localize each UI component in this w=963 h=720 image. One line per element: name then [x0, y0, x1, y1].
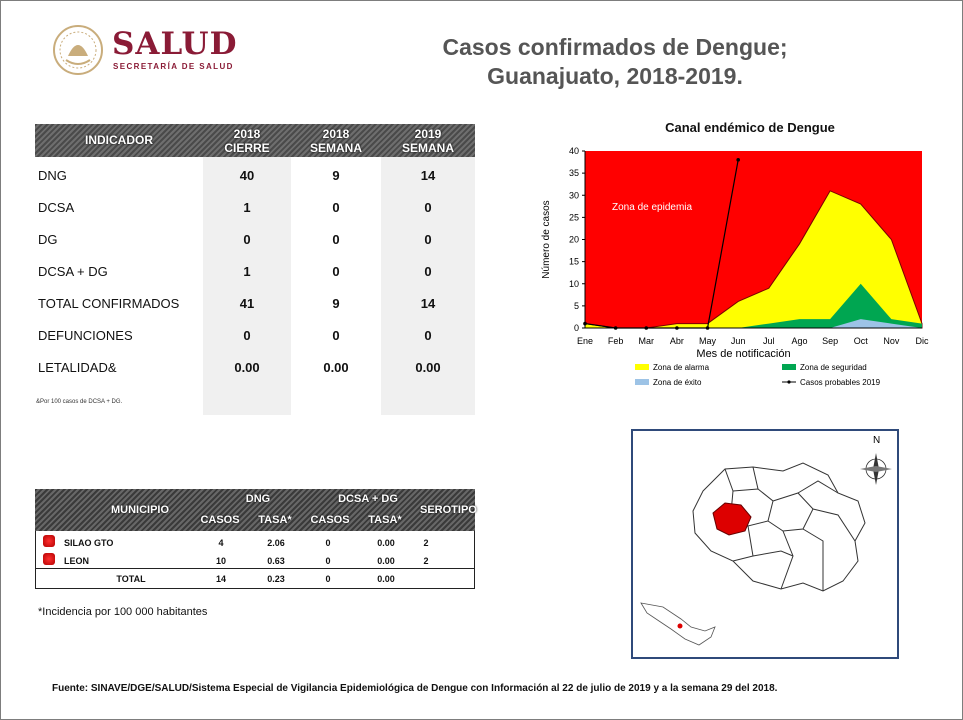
- red-marker-icon: [43, 535, 55, 547]
- header-2018-semana: [293, 127, 379, 155]
- header-serotipo: SEROTIPO: [420, 504, 477, 516]
- x-tick-label: Sep: [822, 336, 839, 346]
- dng-casos: 4: [218, 538, 224, 548]
- total-dcsa-tasa: 0.00: [377, 574, 395, 584]
- indicator-value: 0: [424, 232, 432, 247]
- x-axis-label: Mes de notificación: [696, 348, 791, 360]
- x-tick-label: Jun: [730, 336, 746, 346]
- casos-probables-point: [644, 326, 648, 330]
- x-tick-label: Dic: [915, 336, 929, 346]
- x-tick-label: Nov: [883, 336, 900, 346]
- brand-subtitle: SECRETARÍA DE SALUD: [113, 62, 234, 71]
- y-tick-label: 25: [568, 212, 579, 223]
- municipio-table: [35, 489, 475, 589]
- table-row: [35, 261, 475, 281]
- indicator-value: 0.00: [234, 360, 260, 375]
- casos-probables-point: [736, 158, 740, 162]
- header-dng-tasa: TASA*: [258, 514, 292, 526]
- north-label: N: [873, 435, 881, 446]
- y-tick-label: 40: [568, 146, 579, 156]
- mexico-inset: [641, 603, 715, 645]
- title-line-1: Casos confirmados de Dengue;: [442, 34, 788, 60]
- header-dng: DNG: [245, 493, 271, 505]
- table-row: [35, 357, 475, 377]
- indicator-value: 0: [243, 232, 251, 247]
- indicator-value: 1: [243, 264, 251, 279]
- header-2018-semana-year: 2018: [322, 127, 350, 141]
- casos-probables-point: [583, 322, 587, 326]
- source-note: Fuente: SINAVE/DGE/SALUD/Sistema Especial de Vigilancia Epidemiológica de Dengue con Información al 22 de julio de 2019 y a la semana 29 del 2018.: [52, 683, 778, 694]
- header-dng-casos: CASOS: [200, 514, 240, 526]
- chart-title: Canal endémico de Dengue: [665, 120, 835, 135]
- serotipo: 2: [423, 556, 429, 566]
- y-tick-label: 30: [568, 190, 579, 201]
- indicator-value: 9: [332, 296, 340, 311]
- dng-tasa: 2.06: [267, 538, 285, 548]
- indicator-table-body: [35, 157, 475, 415]
- municipio-table-header: [35, 489, 475, 531]
- brand-name: SALUD: [112, 26, 238, 62]
- legend-swatch: [635, 379, 649, 385]
- x-tick-label: Mar: [638, 336, 655, 346]
- indicator-label: DCSA + DG: [38, 264, 108, 279]
- indicator-value: 0: [332, 328, 340, 343]
- legend-swatch: [635, 364, 649, 370]
- table-row: [36, 551, 474, 569]
- endemic-channel-chart: [530, 140, 930, 400]
- legend-swatch: [782, 364, 796, 370]
- casos-probables-point: [614, 326, 618, 330]
- total-dng-tasa: 0.23: [267, 574, 285, 584]
- table-row: [35, 165, 475, 185]
- dcsa-tasa: 0.00: [377, 538, 395, 548]
- indicator-value: 0: [332, 232, 340, 247]
- x-tick-label: Ene: [576, 336, 594, 346]
- dcsa-casos: 0: [325, 538, 331, 548]
- total-dng-casos: 14: [215, 574, 226, 584]
- y-tick-label: 35: [568, 168, 579, 179]
- indicator-label: DEFUNCIONES: [38, 328, 133, 343]
- legend-label: Zona de éxito: [653, 378, 702, 387]
- serotipo: 2: [423, 538, 429, 548]
- x-tick-label: Oct: [853, 336, 868, 346]
- indicator-value: 0.00: [415, 360, 441, 375]
- municipio-name: SILAO GTO: [64, 538, 114, 548]
- indicator-value: 0: [243, 328, 251, 343]
- municipio-name: LEON: [64, 556, 90, 566]
- table-row: [35, 197, 475, 217]
- page-title: [380, 33, 850, 91]
- map-graphic: [633, 431, 897, 657]
- y-tick-label: 5: [573, 300, 579, 311]
- dcsa-casos: 0: [325, 556, 331, 566]
- x-tick-label: Abr: [669, 336, 684, 346]
- indicator-label: TOTAL CONFIRMADOS: [38, 296, 180, 311]
- header-indicador-label: INDICADOR: [85, 133, 153, 147]
- x-tick-label: Feb: [607, 336, 624, 346]
- x-tick-label: May: [699, 336, 717, 346]
- header-dcsa-casos: CASOS: [310, 514, 350, 526]
- table-row: [35, 293, 475, 313]
- dng-tasa: 0.63: [267, 556, 285, 566]
- indicator-label: DNG: [38, 168, 67, 183]
- compass-rose-icon: [860, 453, 892, 485]
- header-2018-cierre: [203, 127, 291, 155]
- header-dcsa-dg: DCSA + DG: [338, 493, 398, 505]
- red-marker-icon: [43, 553, 55, 565]
- indicator-value: 9: [332, 168, 340, 183]
- indicator-value: 14: [420, 168, 436, 183]
- indicator-value: 0: [424, 200, 432, 215]
- indicator-table: [35, 124, 475, 415]
- indicator-value: 41: [239, 296, 255, 311]
- y-tick-label: 0: [573, 323, 579, 333]
- y-tick-label: 15: [568, 256, 579, 267]
- legend-label: Zona de alarma: [653, 363, 710, 372]
- header-municipio: MUNICIPIO: [110, 504, 170, 516]
- indicator-value: 0: [424, 328, 432, 343]
- legend-label: Zona de seguridad: [800, 363, 867, 372]
- dcsa-tasa: 0.00: [377, 556, 395, 566]
- indicator-value: 0: [332, 200, 340, 215]
- indicator-table-header: [35, 124, 475, 157]
- title-line-2: Guanajuato, 2018-2019.: [487, 63, 743, 89]
- header-2018-cierre-year: 2018: [233, 127, 261, 141]
- indicator-label: DG: [38, 232, 58, 247]
- header-2018-cierre-label: CIERRE: [224, 141, 270, 155]
- header-2019-semana-label: SEMANA: [401, 141, 454, 155]
- total-dcsa-casos: 0: [325, 574, 331, 584]
- indicator-label: LETALIDAD&: [38, 360, 117, 375]
- table-total-row: [36, 568, 474, 587]
- total-label: TOTAL: [116, 574, 146, 584]
- header-dcsa-tasa: TASA*: [368, 514, 402, 526]
- guanajuato-map: [631, 429, 899, 659]
- casos-probables-point: [675, 326, 679, 330]
- letalidad-note: &Por 100 casos de DCSA + DG.: [36, 399, 123, 405]
- x-tick-label: Ago: [791, 336, 808, 346]
- header-indicador: [35, 133, 203, 147]
- y-tick-label: 20: [568, 234, 579, 245]
- header-2019-semana-year: 2019: [414, 127, 442, 141]
- indicator-label: DCSA: [38, 200, 75, 215]
- incidence-footnote: *Incidencia por 100 000 habitantes: [38, 606, 208, 618]
- casos-probables-point: [706, 326, 710, 330]
- header-2019-semana: [381, 127, 475, 155]
- y-tick-label: 10: [568, 278, 579, 289]
- legend-label: Casos probables 2019: [800, 378, 881, 387]
- indicator-value: 1: [243, 200, 251, 215]
- header-2018-semana-label: SEMANA: [309, 141, 362, 155]
- dng-casos: 10: [215, 556, 226, 566]
- table-row: [35, 325, 475, 345]
- y-axis-label: Número de casos: [541, 200, 552, 279]
- x-tick-label: Jul: [763, 336, 775, 346]
- municipio-table-rows: [35, 531, 475, 589]
- legend-swatch-point: [787, 380, 790, 383]
- indicator-value: 0.00: [323, 360, 349, 375]
- table-row: [35, 229, 475, 249]
- mexico-coat-of-arms-logo: [52, 24, 104, 76]
- table-row: [36, 533, 474, 551]
- indicator-value: 14: [420, 296, 436, 311]
- indicator-value: 0: [332, 264, 340, 279]
- indicator-value: 0: [424, 264, 432, 279]
- zona-epidemia-label: Zona de epidemia: [612, 202, 693, 213]
- indicator-value: 40: [239, 168, 255, 183]
